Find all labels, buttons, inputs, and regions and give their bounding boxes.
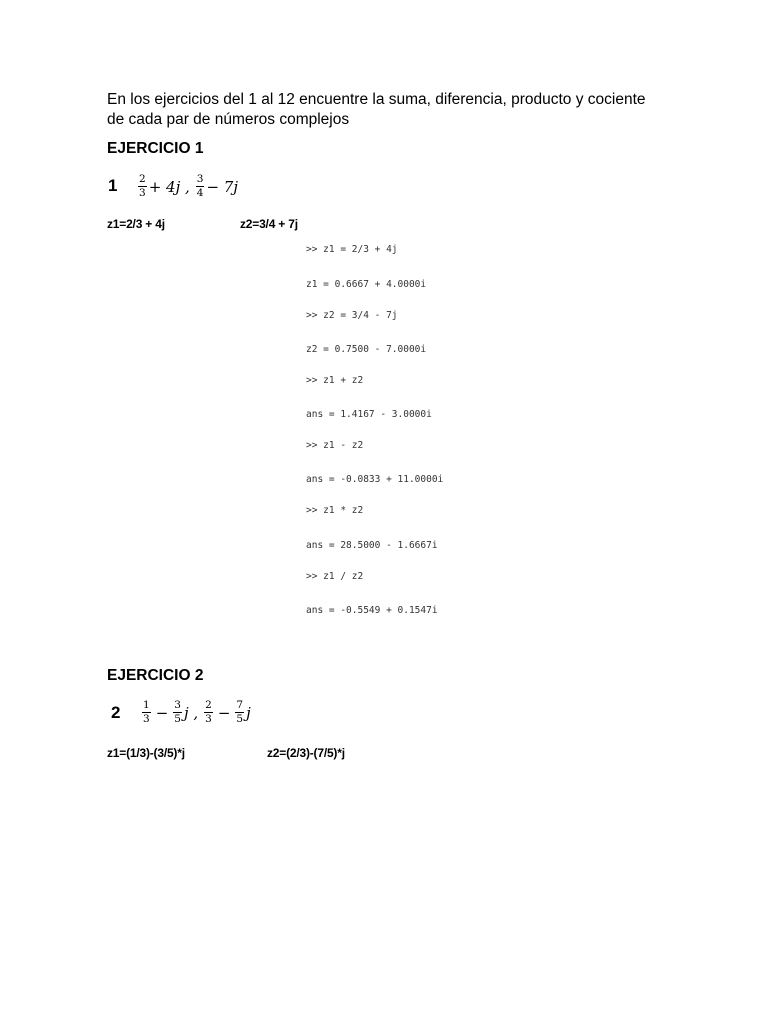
numerator: 3: [196, 173, 204, 185]
fraction: [173, 700, 182, 725]
denominator: 4: [196, 187, 204, 199]
exercise-2-number: 2: [111, 703, 121, 722]
numerator: 3: [174, 699, 181, 711]
console-line: z2 = 0.7500 - 7.0000i: [306, 344, 427, 355]
fraction: [204, 700, 213, 725]
exercise-1-expression: [136, 174, 238, 199]
console-line: >> z1 = 2/3 + 4j: [306, 244, 398, 255]
instructions-paragraph: En los ejercicios del 1 al 12 encuentre la suma, diferencia, producto y cociente de cada par de números complejos: [107, 91, 646, 128]
z1-definition: z1=(1/3)-(3/5)*j: [107, 746, 185, 760]
console-line: ans = 28.5000 - 1.6667i: [306, 540, 438, 551]
numerator: 2: [139, 173, 146, 185]
console-line: >> z1 - z2: [306, 440, 364, 451]
exercise-2-heading: EJERCICIO 2: [107, 667, 204, 684]
fraction: [235, 700, 244, 725]
console-line: ans = 1.4167 - 3.0000i: [306, 409, 432, 420]
console-line: >> z1 / z2: [306, 571, 364, 582]
exercise-2-expression: [140, 700, 251, 725]
numerator: 1: [143, 699, 150, 711]
console-line: >> z1 * z2: [306, 505, 364, 516]
z2-definition: z2=(2/3)-(7/5)*j: [267, 746, 345, 760]
expression-term: j: [246, 703, 251, 722]
denominator: 3: [139, 187, 146, 199]
numerator: 7: [236, 699, 244, 711]
console-line: >> z1 + z2: [306, 375, 364, 386]
console-line: z1 = 0.6667 + 4.0000i: [306, 279, 427, 290]
minus-sign: −: [217, 703, 231, 722]
z1-definition: z1=2/3 + 4j: [107, 217, 165, 231]
console-line: ans = -0.5549 + 0.1547i: [306, 605, 438, 616]
denominator: 5: [174, 713, 181, 725]
fraction: [138, 174, 147, 199]
denominator: 5: [236, 713, 244, 725]
console-line: >> z2 = 3/4 - 7j: [306, 310, 398, 321]
fraction: [142, 700, 151, 725]
minus-sign: −: [155, 703, 169, 722]
expression-term: − 7j: [206, 177, 238, 196]
exercise-1-number: 1: [108, 176, 118, 195]
numerator: 2: [205, 699, 212, 711]
expression-term: + 4j ,: [148, 177, 190, 196]
z2-definition: z2=3/4 + 7j: [240, 217, 298, 231]
exercise-1-heading: EJERCICIO 1: [107, 140, 204, 157]
denominator: 3: [143, 713, 150, 725]
console-line: ans = -0.0833 + 11.0000i: [306, 474, 444, 485]
denominator: 3: [205, 713, 212, 725]
expression-term: j ,: [183, 703, 199, 722]
fraction: [196, 174, 205, 199]
